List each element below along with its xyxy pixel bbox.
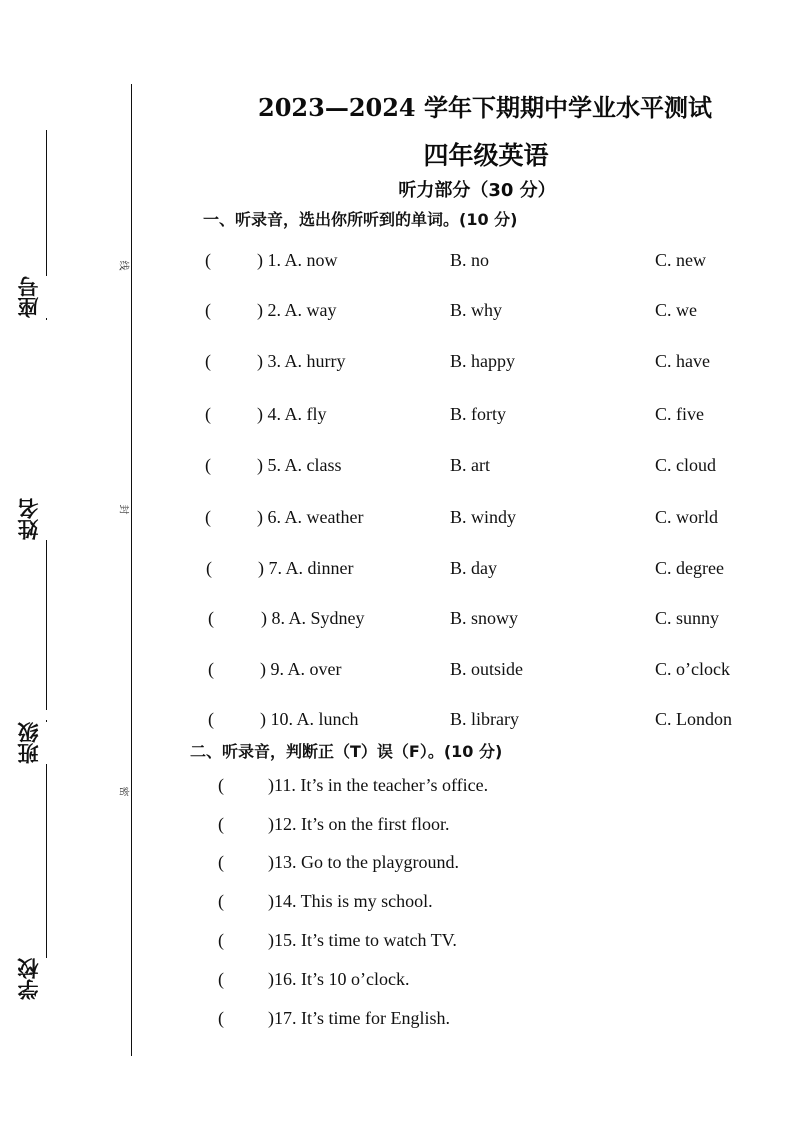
answer-paren[interactable]: ( xyxy=(205,404,211,424)
answer-paren[interactable]: ( xyxy=(218,1008,224,1028)
option-b: B. snowy xyxy=(450,608,519,628)
answer-paren[interactable]: ( xyxy=(218,891,224,911)
statement-text: )11. It’s in the teacher’s office. xyxy=(268,775,489,795)
binding-mark-line: 线 xyxy=(117,260,129,271)
section1-heading: 一、听录音，选出你所听到的单词。(10 分) xyxy=(203,210,518,229)
option-c: C. sunny xyxy=(655,608,720,628)
option-b: B. windy xyxy=(450,507,517,527)
section2-heading: 二、听录音，判断正（T）误（F）。(10 分) xyxy=(190,742,503,761)
answer-paren[interactable]: ( xyxy=(208,608,214,628)
option-b: B. no xyxy=(450,250,490,270)
choice-question-row xyxy=(0,250,794,278)
option-c: C. London xyxy=(655,709,733,729)
answer-paren[interactable]: ( xyxy=(218,775,224,795)
true-false-row xyxy=(0,814,794,840)
option-a: ) 3. A. hurry xyxy=(257,351,346,371)
option-c: C. new xyxy=(655,250,706,270)
true-false-row xyxy=(0,891,794,917)
option-c: C. world xyxy=(655,507,718,527)
statement-text: )14. This is my school. xyxy=(268,891,433,911)
option-a: ) 4. A. fly xyxy=(257,404,327,424)
choice-question-row xyxy=(0,404,794,432)
true-false-row xyxy=(0,930,794,956)
answer-paren[interactable]: ( xyxy=(205,300,211,320)
answer-paren[interactable]: ( xyxy=(218,852,224,872)
choice-question-row xyxy=(0,300,794,328)
choice-question-row xyxy=(0,709,794,737)
statement-text: )17. It’s time for English. xyxy=(268,1008,450,1028)
true-false-row xyxy=(0,775,794,801)
option-b: B. art xyxy=(450,455,490,475)
statement-text: )13. Go to the playground. xyxy=(268,852,459,872)
option-c: C. five xyxy=(655,404,704,424)
statement-text: )15. It’s time to watch TV. xyxy=(268,930,457,950)
option-a: ) 7. A. dinner xyxy=(258,558,354,578)
answer-paren[interactable]: ( xyxy=(208,659,214,679)
option-b: B. why xyxy=(450,300,503,320)
choice-question-row xyxy=(0,608,794,636)
subject-title: 四年级英语 xyxy=(423,141,549,170)
option-a: ) 2. A. way xyxy=(257,300,337,320)
option-c: C. degree xyxy=(655,558,724,578)
option-a: ) 8. A. Sydney xyxy=(261,608,365,628)
answer-paren[interactable]: ( xyxy=(218,814,224,834)
binding-mark-secret: 密 xyxy=(117,786,129,797)
answer-paren[interactable]: ( xyxy=(205,507,211,527)
true-false-row xyxy=(0,969,794,995)
option-b: B. forty xyxy=(450,404,506,424)
binding-mark-seal: 封 xyxy=(117,504,129,515)
answer-paren[interactable]: ( xyxy=(206,558,212,578)
option-c: C. o’clock xyxy=(655,659,730,679)
answer-paren[interactable]: ( xyxy=(218,969,224,989)
part-title: 听力部分（30 分） xyxy=(398,180,556,201)
option-b: B. outside xyxy=(450,659,524,679)
true-false-row xyxy=(0,1008,794,1034)
answer-paren[interactable]: ( xyxy=(205,250,211,270)
option-c: C. we xyxy=(655,300,697,320)
statement-text: )16. It’s 10 o’clock. xyxy=(268,969,410,989)
option-a: ) 10. A. lunch xyxy=(260,709,359,729)
answer-paren[interactable]: ( xyxy=(208,709,214,729)
class-label: 班级 xyxy=(14,722,62,764)
option-a: ) 1. A. now xyxy=(257,250,338,270)
school-label: 学校 xyxy=(14,958,62,1000)
choice-question-row xyxy=(0,558,794,586)
option-a: ) 9. A. over xyxy=(260,659,342,679)
statement-text: )12. It’s on the first floor. xyxy=(268,814,450,834)
choice-question-row xyxy=(0,455,794,483)
choice-question-row xyxy=(0,504,794,535)
answer-paren[interactable]: ( xyxy=(218,930,224,950)
true-false-row xyxy=(0,852,794,878)
option-b: B. library xyxy=(450,709,519,729)
choice-question-row xyxy=(0,659,794,687)
answer-paren[interactable]: ( xyxy=(205,455,211,475)
answer-paren[interactable]: ( xyxy=(205,351,211,371)
exam-title: 2023—2024 学年下期期中学业水平测试 xyxy=(258,93,712,122)
option-a: ) 6. A. weather xyxy=(257,507,364,527)
seat-number-label: 座号 xyxy=(14,276,62,318)
choice-question-row xyxy=(0,351,794,379)
option-a: ) 5. A. class xyxy=(257,455,342,475)
option-c: C. have xyxy=(655,351,710,371)
name-label: 姓名 xyxy=(14,498,62,540)
option-b: B. happy xyxy=(450,351,515,371)
option-c: C. cloud xyxy=(655,455,716,475)
option-b: B. day xyxy=(450,558,497,578)
